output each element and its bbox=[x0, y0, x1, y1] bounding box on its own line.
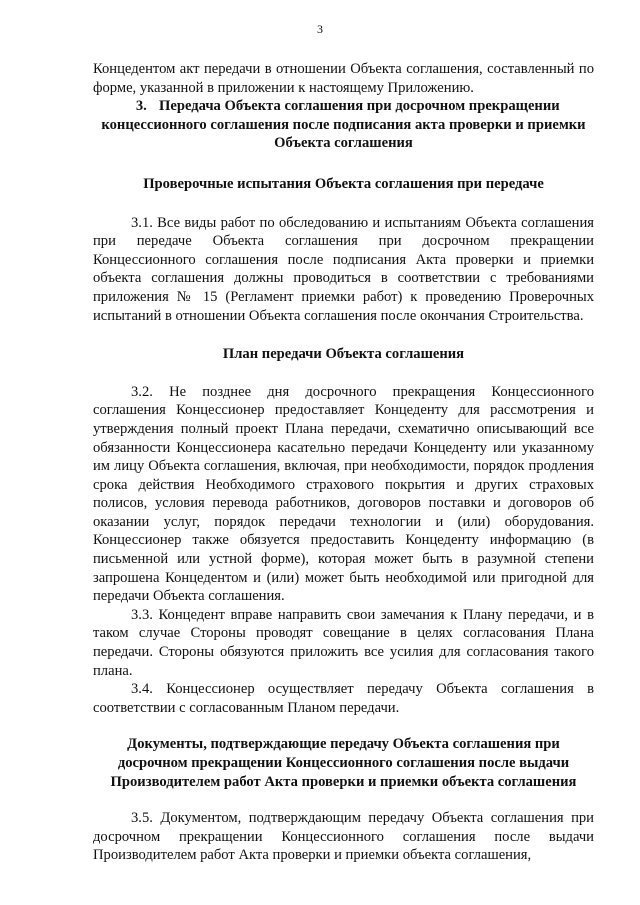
page-number: 3 bbox=[317, 22, 323, 36]
subsection-tests-heading: Проверочные испытания Объекта соглашения при передаче bbox=[143, 175, 544, 192]
subsection-plan-heading: План передачи Объекта соглашения bbox=[222, 346, 465, 363]
paragraph-3-2: 3.2. Не позднее дня досрочного прекращения Концессионного соглашения Концессионер предоставляет Концеденту для рассмотрения и утверждения полный проект Плана передачи, схематично описывающий все обязанности Концессионера касательно передачи Концеденту или указанному им лицу Объекта соглашения, включая, при необходимости, порядок продления срока действия Необходимого страхового покрытия и других страховых полисов, условия перевода работников, договоров поставки и договоров об оказании услуг, порядок передачи технологии и (или) оборудования. Концессионер также обязуется предоставить Концеденту информацию (в письменной или устной форме), которая может быть в разумной степени запрошена Концедентом и (или) может быть необходимой или пригодной для передачи Объекта соглашения. bbox=[93, 383, 594, 605]
subsection-docs-heading: Документы, подтверждающие передачу Объекта соглашения при досрочном прекращении Концессионного соглашения после выдачи Производителем работ Акта проверки и приемки объекта соглашения bbox=[110, 736, 577, 790]
paragraph-3-5: 3.5. Документом, подтверждающим передачу Объекта соглашения при досрочном прекращении Концессионного соглашения после выдачи Производителем работ Акта проверки и приемки объекта соглашения, bbox=[93, 810, 594, 864]
paragraph-3-3: 3.3. Концедент вправе направить свои замечания к Плану передачи, и в таком случае Стороны проводят совещание в целях согласования Плана передачи. Стороны обязуются приложить все усилия для согласования такого плана. bbox=[93, 606, 594, 679]
paragraph-3-1: 3.1. Все виды работ по обследованию и испытаниям Объекта соглашения при передаче Объекта соглашения при досрочном прекращении Концессионного соглашения после подписания Акта проверки и приемки объекта соглашения должны проводиться в соответствии с требованиями приложения № 15 (Регламент приемки работ) к проведению Проверочных испытаний в отношении Объекта соглашения после окончания Строительства. bbox=[93, 214, 594, 324]
paragraph-3-4: 3.4. Концессионер осуществляет передачу Объекта соглашения в соответствии с согласованным Планом передачи. bbox=[93, 681, 594, 716]
section-3-heading bbox=[93, 97, 594, 153]
section-title: Передача Объекта соглашения при досрочном прекращении концессионного соглашения после подписания акта проверки и приемки Объекта соглашения bbox=[101, 98, 586, 152]
document-body bbox=[93, 60, 594, 865]
intro-paragraph: Концедентом акт передачи в отношении Объекта соглашения, составленный по форме, указанной в приложении к настоящему Приложению. bbox=[93, 61, 594, 96]
section-number: 3. bbox=[135, 98, 147, 115]
